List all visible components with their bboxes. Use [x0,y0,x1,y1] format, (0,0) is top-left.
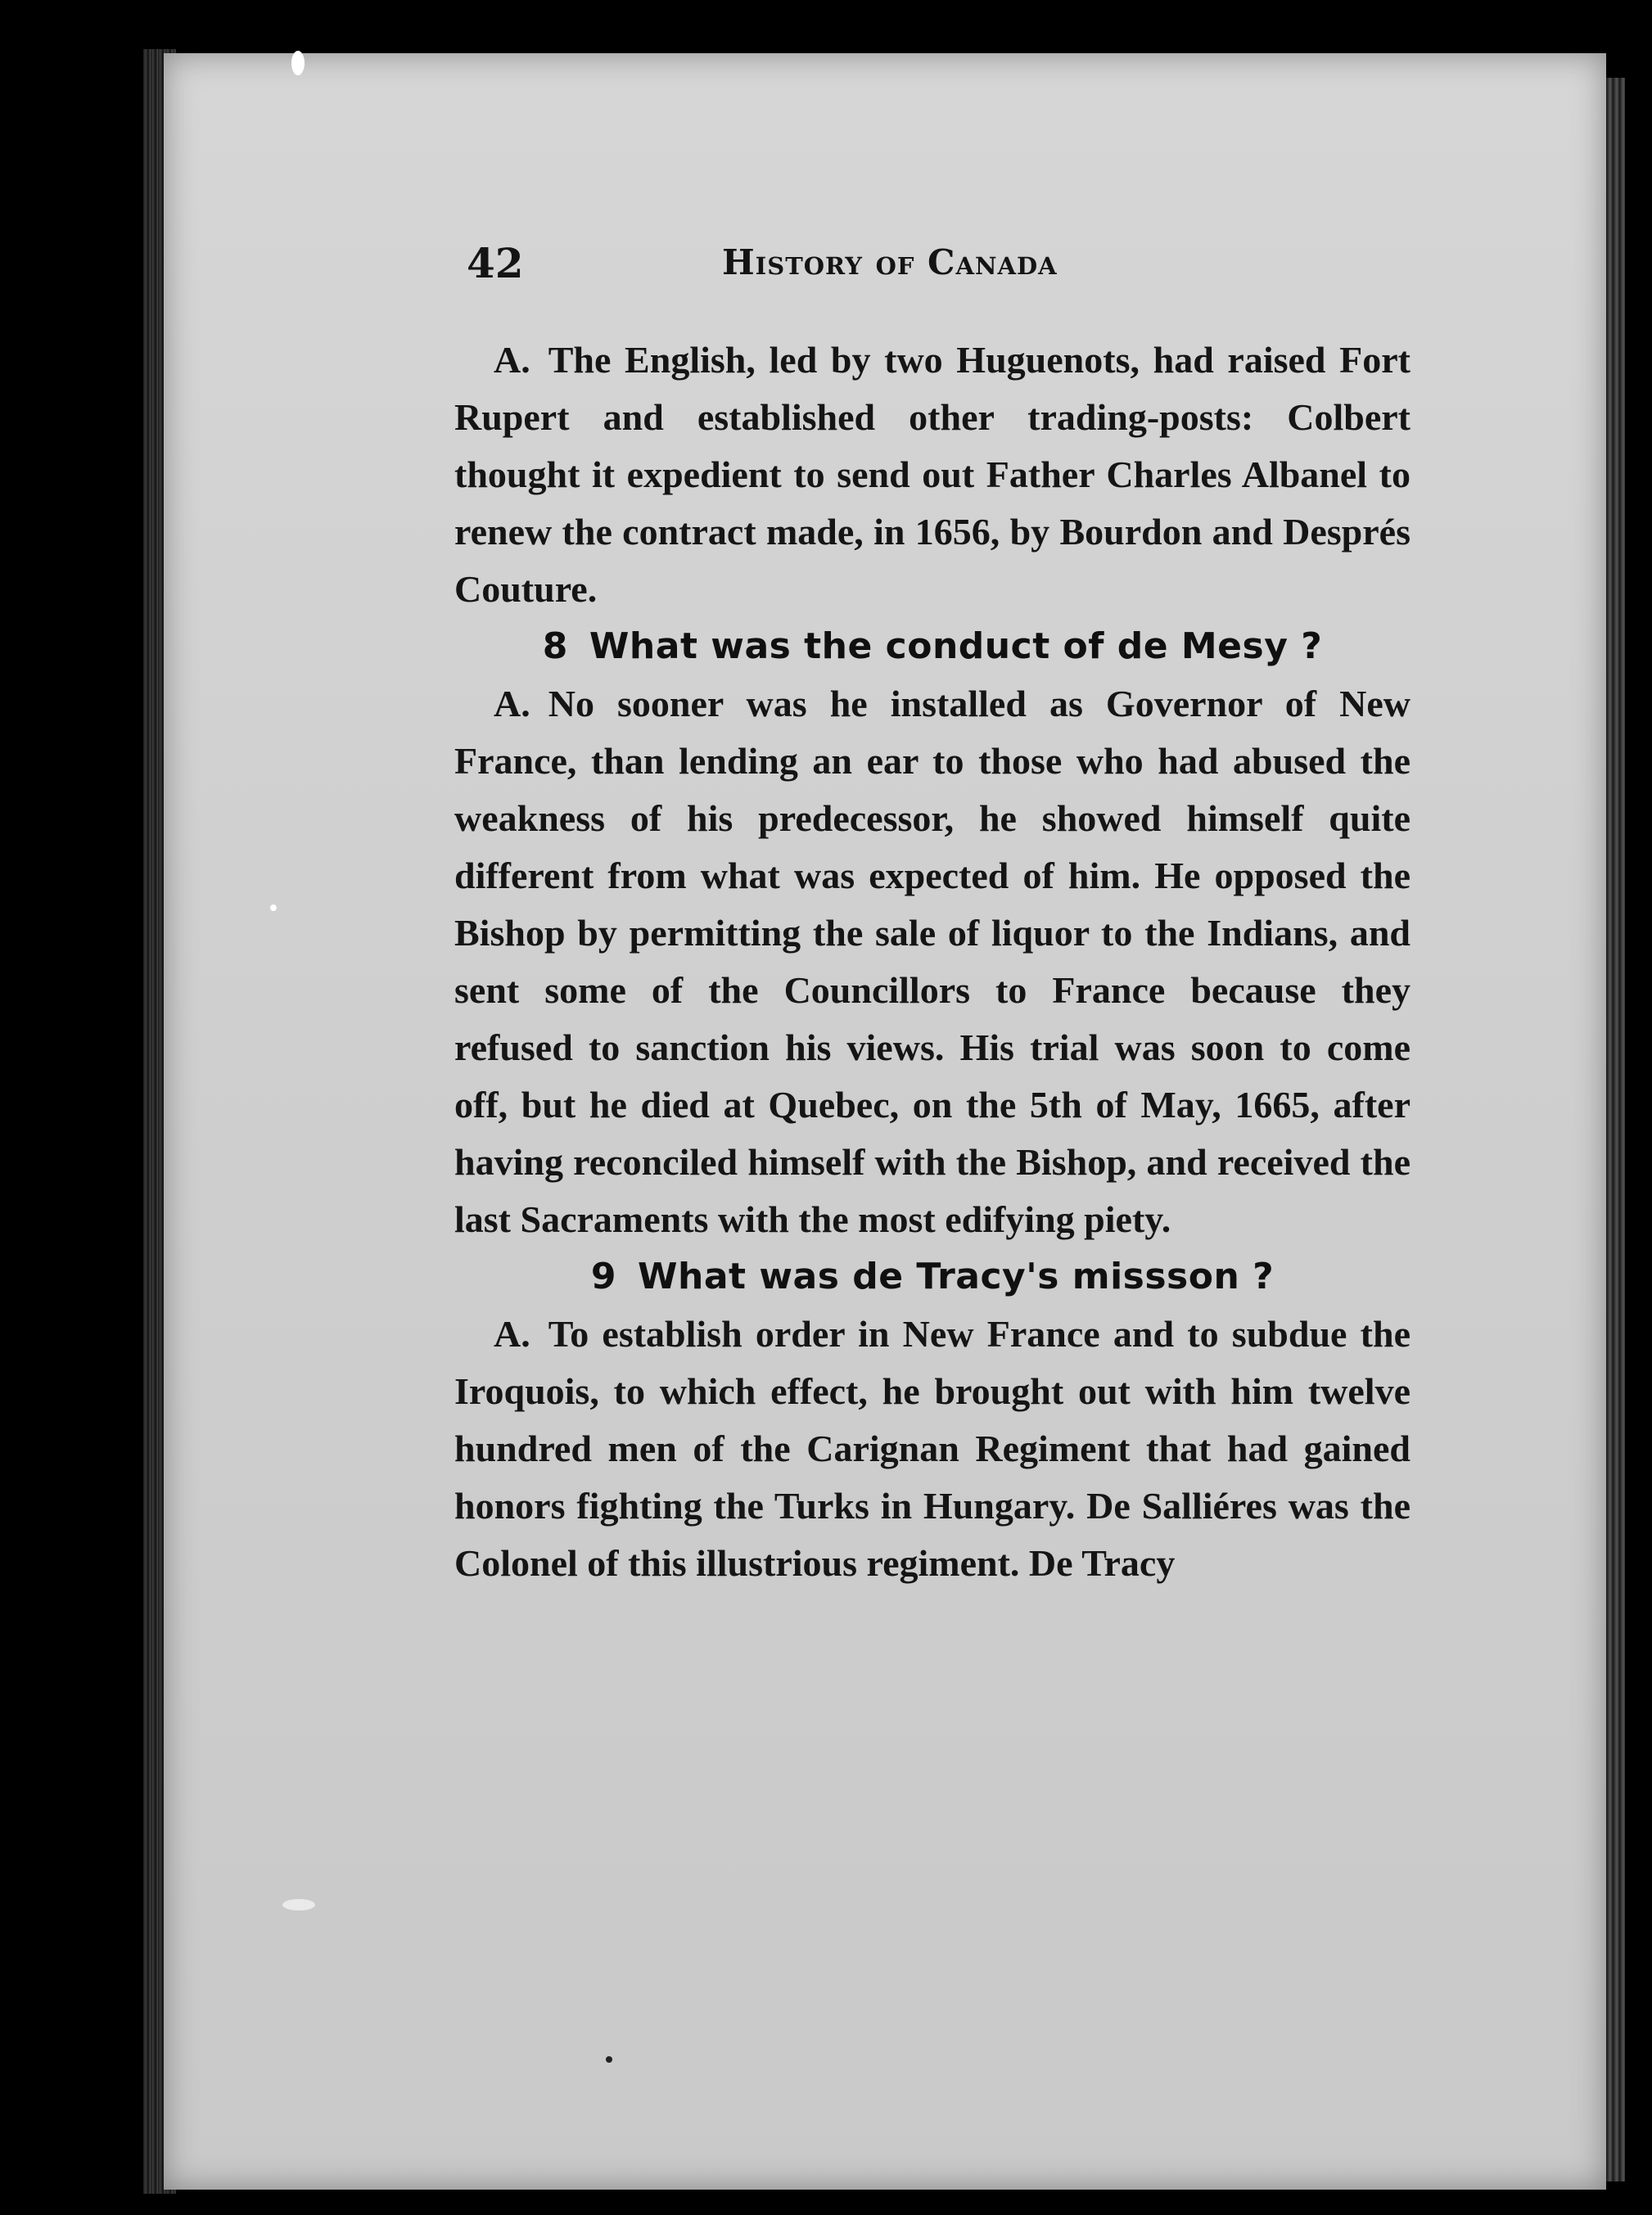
running-title: History of Canada [722,242,1058,282]
answer-label: A. [494,1313,530,1355]
answer-text: To establish order in New France and to subdue the Iroquois, to which effect, he brought out with him twelve hundred men of the Carignan Regiment that had gained honors fighting the Turks in Hungary. De Salliéres was the Colonel of this illustrious regiment. De Tracy [454,1313,1411,1584]
page-body [454,332,1411,1592]
question-text: What was the conduct of de Mesy ? [589,625,1323,667]
dust-speck [606,2056,612,2063]
answer-text: No sooner was he installed as Governor of New France, than lending an ear to those who had abused the weakness of his predecessor, he showed himself quite different from what was expected of him. He opposed the Bishop by permitting the sale of liquor to the Indians, and sent some of the Councillors to France because they refused to sanction his views. His trial was soon to come off, but he died at Quebec, on the 5th of May, 1665, after having reconciled himself with the Bishop, and received the last Sacraments with the most edifying piety. [454,683,1411,1240]
question-text: What was de Tracy's missson ? [638,1256,1275,1297]
question-heading [454,1248,1411,1306]
question-number: 9 [590,1256,616,1297]
question-heading [454,618,1411,675]
running-head [467,239,1449,288]
answer-label: A. [494,683,530,724]
question-number: 8 [542,625,568,667]
dust-speck [291,51,305,75]
answer-paragraph [454,1306,1411,1592]
answer-text: The English, led by two Huguenots, had raised Fort Rupert and established other trading-posts: Colbert thought it expedient to send out Father Charles Albanel to renew the contract made, in 1656, by Bourdon and Després Couture. [454,339,1411,610]
dust-speck [282,1899,315,1910]
page-number: 42 [467,239,524,287]
dust-speck [270,904,277,911]
answer-paragraph [454,675,1411,1248]
answer-paragraph [454,332,1411,618]
answer-label: A. [494,339,530,381]
